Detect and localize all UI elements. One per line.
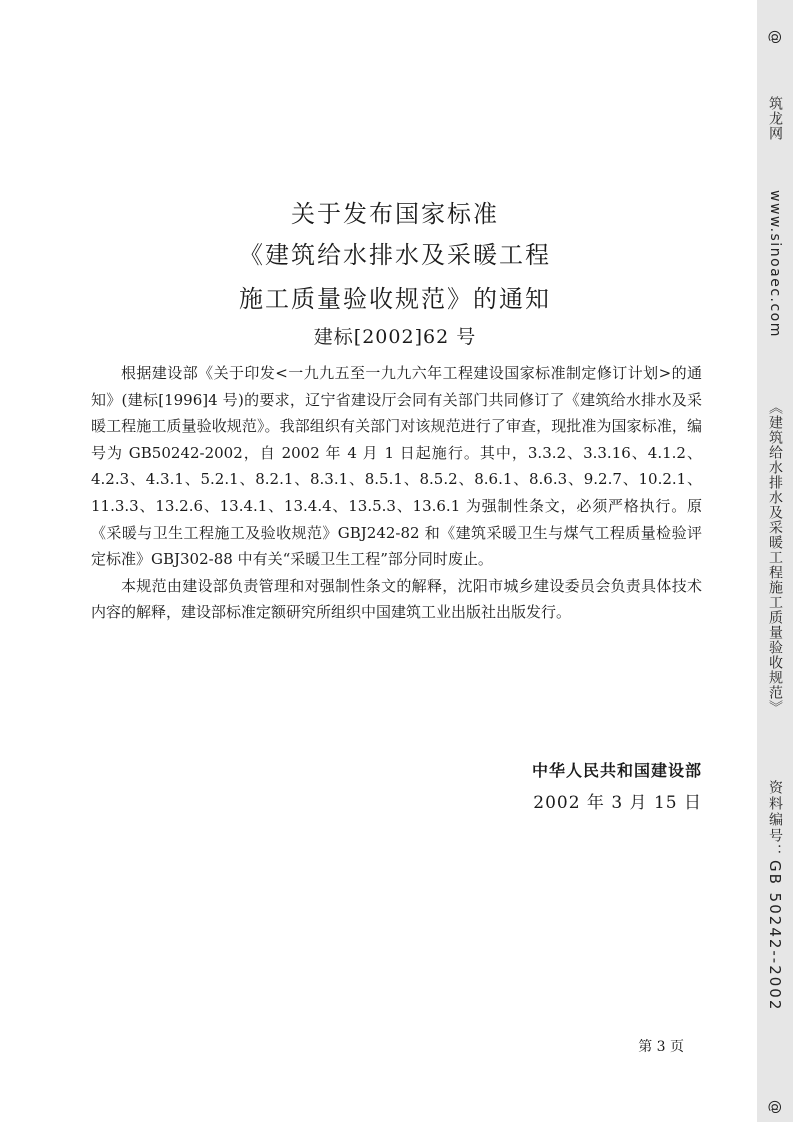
issuer-signature: 中华人民共和国建设部 [531, 761, 702, 780]
title-line-3: 施工质量验收规范》的通知 [239, 285, 551, 313]
sidebar-site-name: 筑龙网 [767, 96, 783, 141]
title-line-2: 《建筑给水排水及采暖工程 [239, 241, 551, 269]
page-number: 第 3 页 [638, 1039, 684, 1055]
sidebar-code-label: 资料编号： [767, 780, 783, 860]
document-number: 建标[2002]62 号 [313, 326, 477, 348]
title-line-1: 关于发布国家标准 [291, 200, 499, 228]
paragraph-1: 根据建设部《关于印发<一九九五至一九九六年工程建设国家标准制定修订计划>的通知》(建标[1996]4 号)的要求，辽宁省建设厅会同有关部门共同修订了《建筑给水排水及采暖工程施工质量验收规范》。我部组织有关部门对该规范进行了审查，现批准为国家标准，编号为 GB50242-2002，自 2002 年 4 月 1 日起施行。其中，3.3.2、3.3.16、4.1.2、4.2.3、4.3.1、5.2.1、8.2.1、8.3.1、8.5.1、8.5.2、8.6.1、8.6.3、9.2.7、10.2.1、11.3.3、13.2.6、13.4.1、13.4.4、13.5.3、13.6.1 为强制性条文，必须严格执行。原《采暖与卫生工程施工及验收规范》GBJ242-82 和《建筑采暖卫生与煤气工程质量检验评定标准》GBJ302-88 中有关“采暖卫生工程”部分同时废止。 [91, 364, 702, 569]
sidebar-at-symbol-top: @ [767, 30, 783, 46]
sidebar-site-url: www.sinoaec.com [767, 190, 783, 338]
sidebar-document-code [757, 780, 793, 1011]
paragraph-2: 本规范由建设部负责管理和对强制性条文的解释，沈阳市城乡建设委员会负责具体技术内容的解释，建设部标准定额研究所组织中国建筑工业出版社出版发行。 [91, 576, 702, 622]
notice-body [91, 360, 702, 626]
side-banner [757, 0, 793, 1122]
sidebar-book-title: 《建筑给水排水及采暖工程施工质量验收规范》 [767, 400, 783, 715]
issue-date: 2002 年 3 月 15 日 [533, 793, 702, 813]
sidebar-code-value: GB 50242--2002 [766, 860, 784, 1012]
sidebar-at-symbol-bottom: @ [767, 1100, 783, 1116]
